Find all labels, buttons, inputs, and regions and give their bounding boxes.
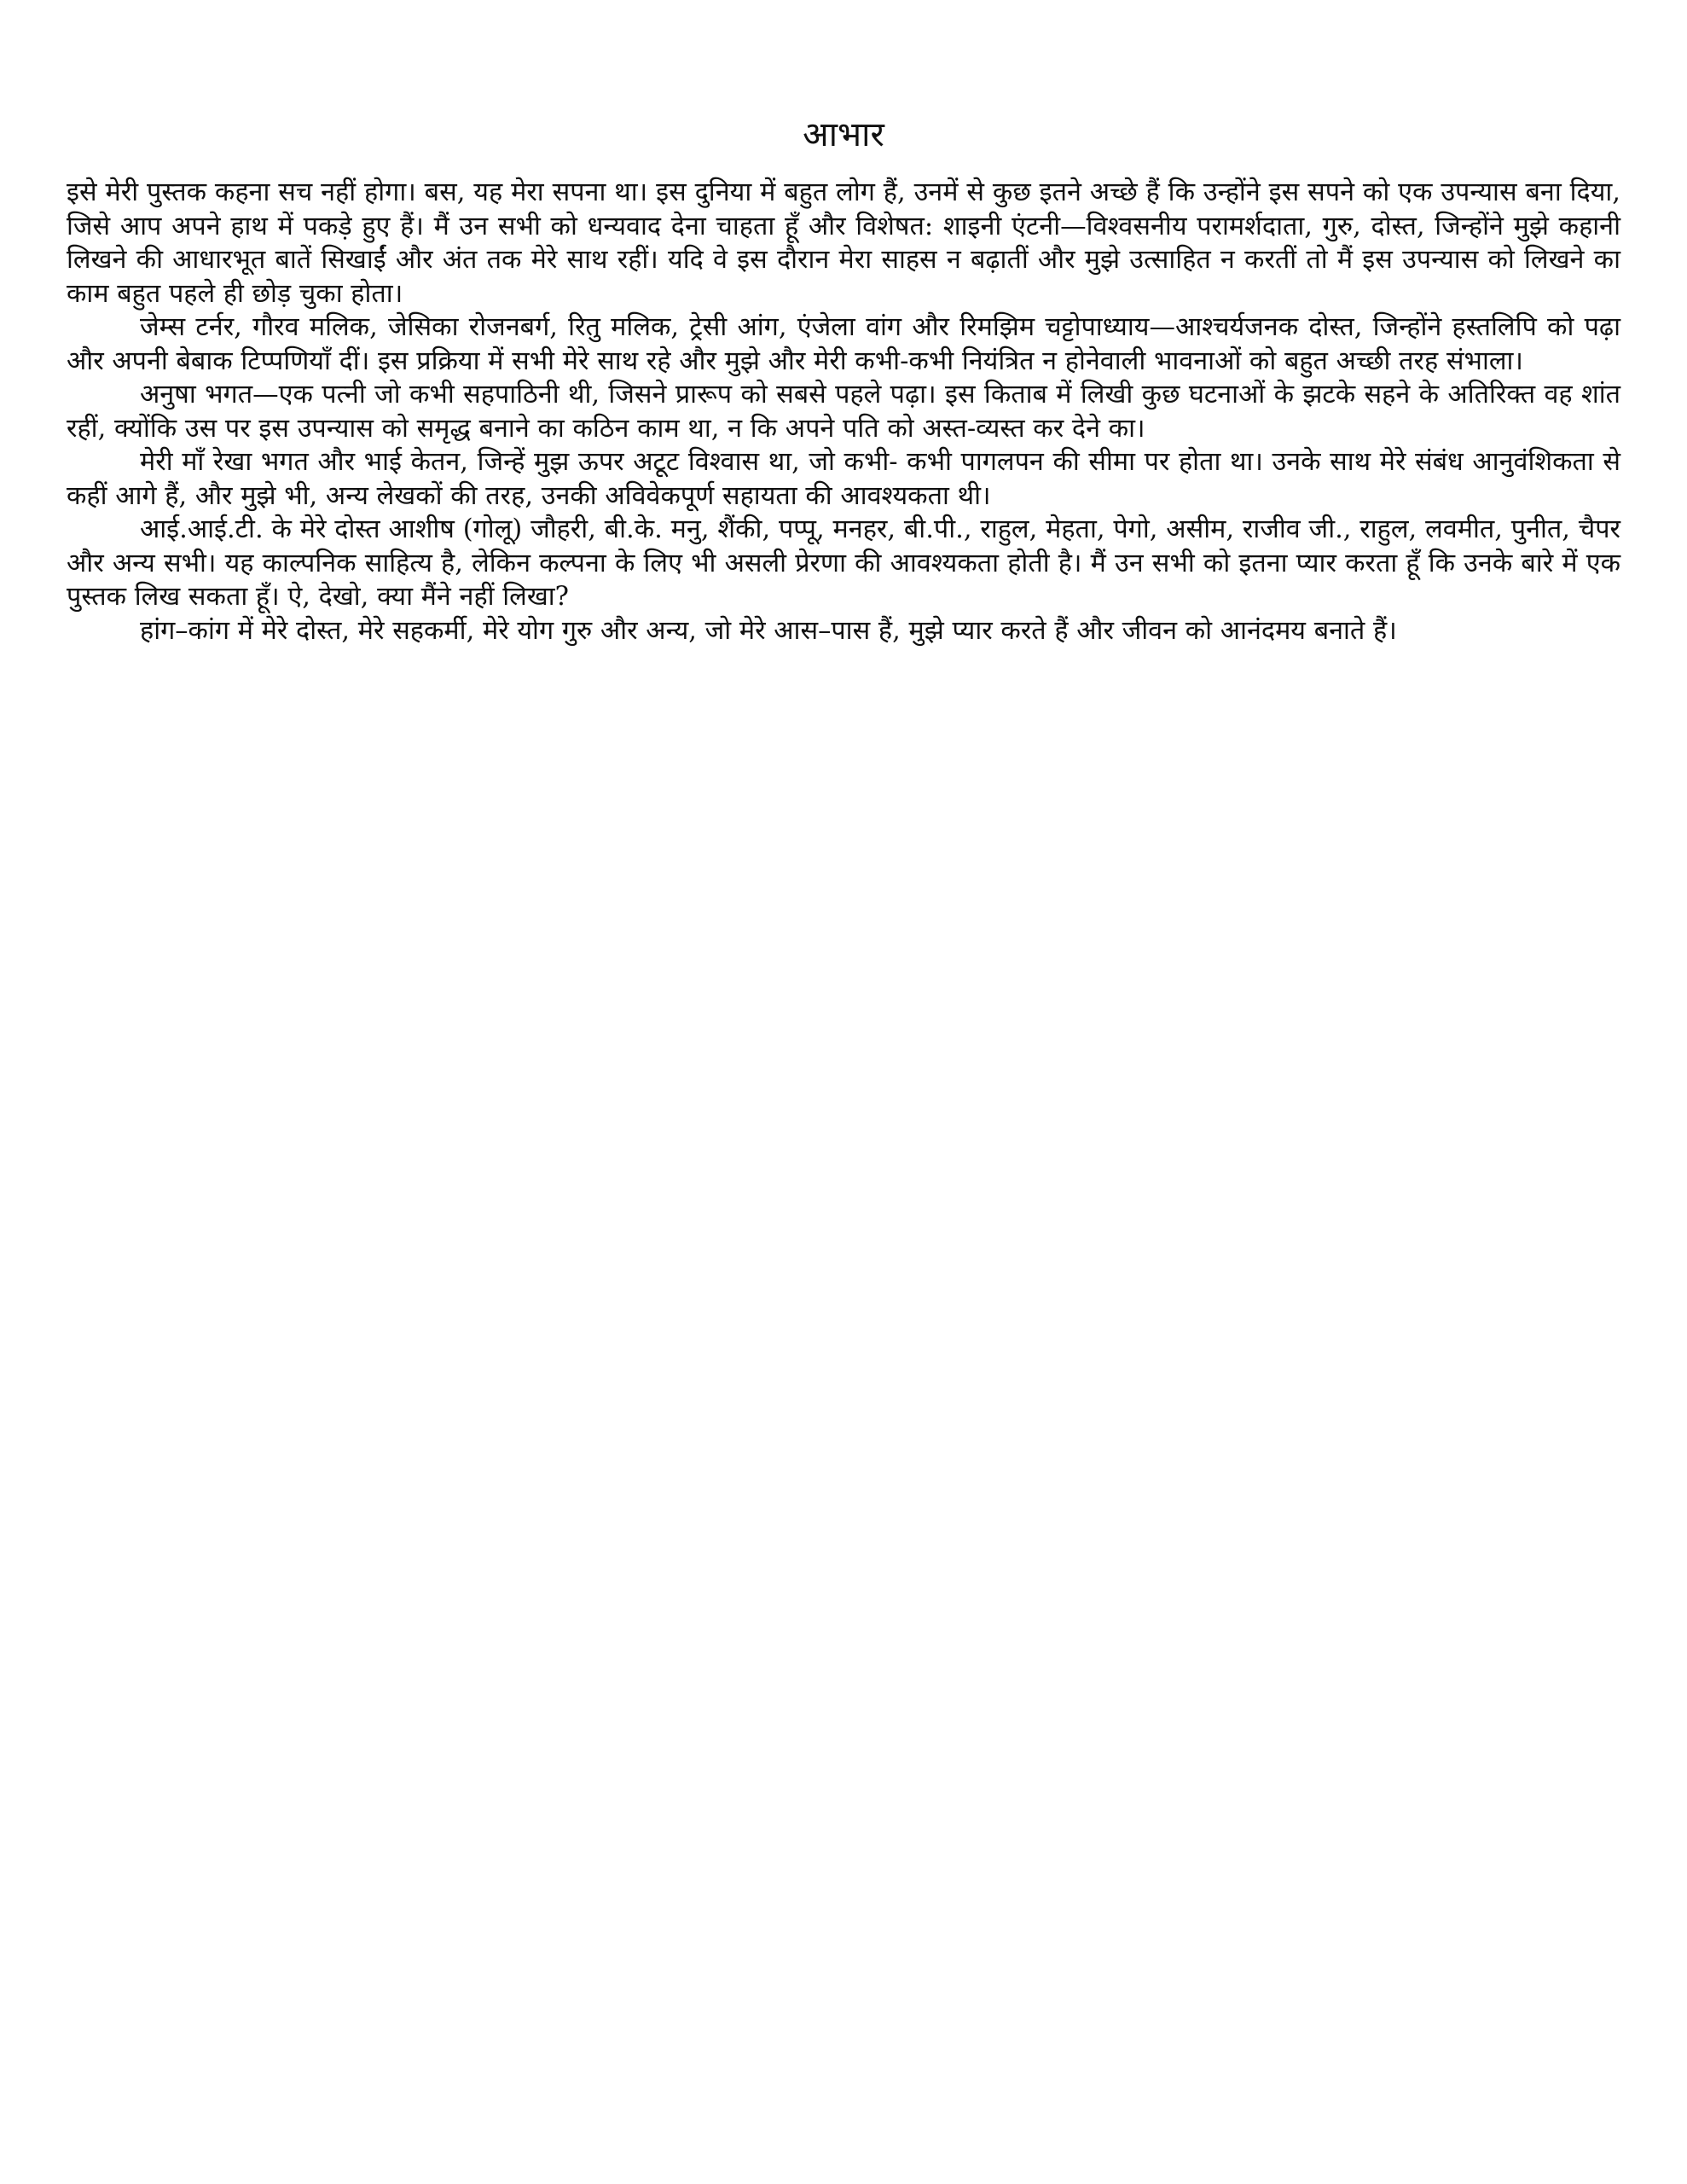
page-title: आभार bbox=[803, 115, 884, 154]
paragraph-intro: इसे मेरी पुस्तक कहना सच नहीं होगा। बस, यह मेरा सपना था। इस दुनिया में बहुत लोग हैं, उनमें से कुछ इतने अच्छे हैं कि उन्होंने इस सपने को एक उपन्यास बना दिया, जिसे आप अपने हाथ में पकड़े हुए हैं। मैं उन सभी को धन्यवाद देना चाहता हूँ और विशेषत: शाइनी एंटनी—विश्वसनीय परामर्शदाता, गुरु, दोस्त, जिन्होंने मुझे कहानी लिखने की आधारभूत बातें सिखाईं और अंत तक मेरे साथ रहीं। यदि वे इस दौरान मेरा साहस न बढ़ातीं और मुझे उत्साहित न करतीं तो मैं इस उपन्यास को लिखने का काम बहुत पहले ही छोड़ चुका होता। bbox=[67, 177, 1620, 309]
paragraph-reviewers: जेम्स टर्नर, गौरव मलिक, जेसिका रोजनबर्ग, रितु मलिक, ट्रेसी आंग, एंजेला वांग और रिमझिम चट्टोपाध्याय—आश्चर्यजनक दोस्त, जिन्होंने हस्तलिपि को पढ़ा और अपनी बेबाक टिप्पणियाँ दीं। इस प्रक्रिया में सभी मेरे साथ रहे और मुझे और मेरी कभी-कभी नियंत्रित न होनेवाली भावनाओं को बहुत अच्छी तरह संभाला। bbox=[67, 312, 1620, 376]
paragraph-hong-kong: हांग–कांग में मेरे दोस्त, मेरे सहकर्मी, मेरे योग गुरु और अन्य, जो मेरे आस–पास हैं, मुझे प्यार करते हैं और जीवन को आनंदमय बनाते हैं। bbox=[140, 615, 1397, 646]
document-page bbox=[67, 109, 1620, 648]
paragraph-wife: अनुषा भगत—एक पत्नी जो कभी सहपाठिनी थी, जिसने प्रारूप को सबसे पहले पढ़ा। इस किताब में लिखी कुछ घटनाओं के झटके सहने के अतिरिक्त वह शांत रहीं, क्योंकि उस पर इस उपन्यास को समृद्ध बनाने का कठिन काम था, न कि अपने पति को अस्त-व्यस्त कर देने का। bbox=[67, 380, 1620, 444]
paragraph-iit-friends: आई.आई.टी. के मेरे दोस्त आशीष (गोलू) जौहरी, बी.के. मनु, शैंकी, पप्पू, मनहर, बी.पी., राहुल, मेहता, पेगो, असीम, राजीव जी., राहुल, लवमीत, पुनीत, चैपर और अन्य सभी। यह काल्पनिक साहित्य है, लेकिन कल्पना के लिए भी असली प्रेरणा की आवश्यकता होती है। मैं उन सभी को इतना प्यार करता हूँ कि उनके बारे में एक पुस्तक लिख सकता हूँ। ऐ, देखो, क्या मैंने नहीं लिखा? bbox=[67, 514, 1620, 612]
paragraph-family: मेरी माँ रेखा भगत और भाई केतन, जिन्हें मुझ ऊपर अटूट विश्वास था, जो कभी- कभी पागलपन की सीमा पर होता था। उनके साथ मेरे संबंध आनुवंशिकता से कहीं आगे हैं, और मुझे भी, अन्य लेखकों की तरह, उनकी अविवेकपूर्ण सहायता की आवश्यकता थी। bbox=[67, 447, 1620, 511]
